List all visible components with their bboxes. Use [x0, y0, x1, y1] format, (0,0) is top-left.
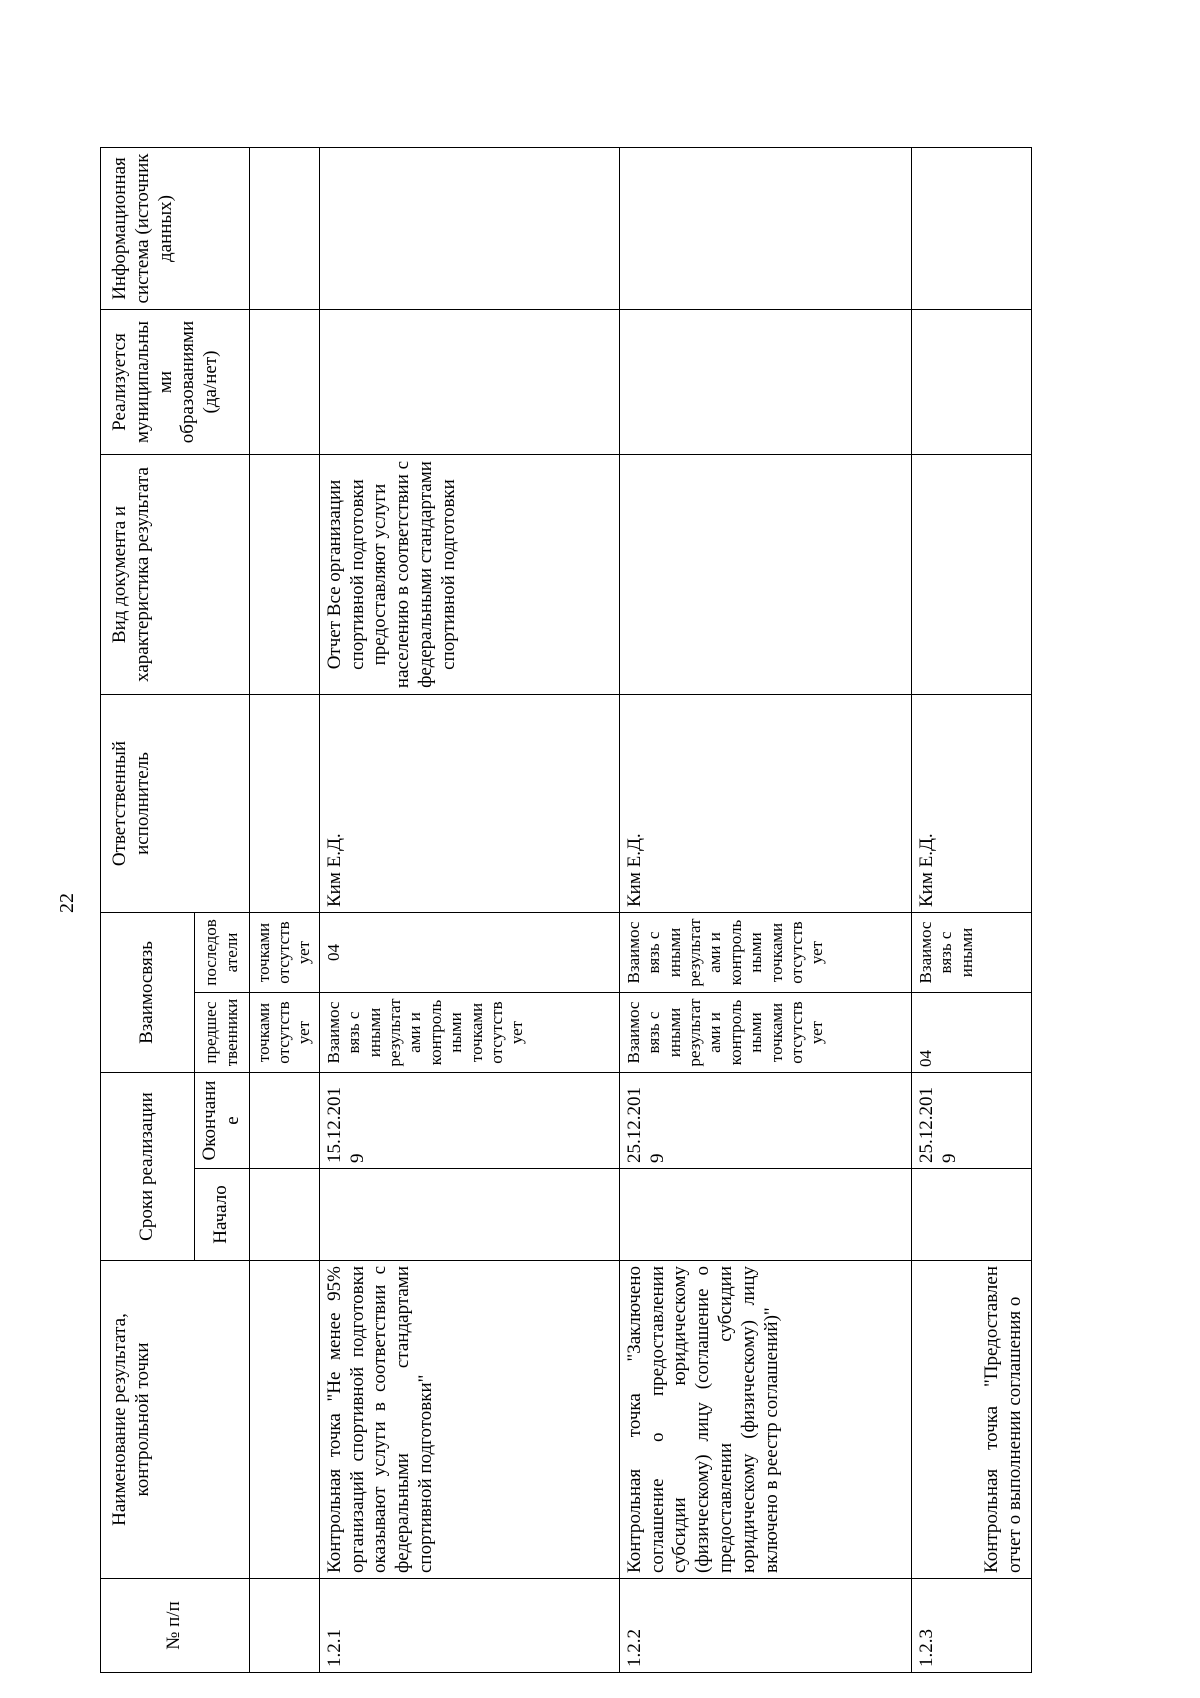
cell-muni	[619, 310, 911, 455]
cell-doc	[619, 455, 911, 695]
cell-pred: 04	[911, 993, 1031, 1073]
cell-doc: Отчет Все организации спортивной подготовки предоставляют услуги населению в соответствии с федеральными стандартами спортивной подготовки	[319, 455, 619, 695]
cell-num: 1.2.3	[911, 1579, 1031, 1673]
cell-end: 25.12.2019	[911, 1073, 1031, 1169]
continued-row	[249, 148, 319, 1673]
header-name: Наименование результата, контрольной точки	[101, 1261, 250, 1579]
cell-pred: Взаимосвязь с иными результатами и контрольными точками отсутствует	[619, 993, 911, 1073]
header-row-1	[101, 148, 195, 1673]
cell-num: 1.2.1	[319, 1579, 619, 1673]
header-resp: Ответственный исполнитель	[101, 695, 250, 913]
cell-start	[619, 1169, 911, 1261]
page-number: 22	[56, 893, 78, 913]
header-link: Взаимосвязь	[101, 913, 195, 1073]
header-start: Начало	[195, 1169, 250, 1261]
header-dates: Сроки реализации	[101, 1073, 195, 1261]
cell-succ: Взаимосвязь с иными	[911, 913, 1031, 993]
table-row	[319, 148, 619, 1673]
cell-pred: точками отсутствует	[249, 993, 319, 1073]
cell-empty	[249, 1169, 319, 1261]
cell-start	[911, 1169, 1031, 1261]
table-row	[911, 148, 1031, 1673]
cell-empty	[249, 1579, 319, 1673]
cell-info	[319, 148, 619, 310]
cell-empty	[249, 1261, 319, 1579]
cell-muni	[911, 310, 1031, 455]
cell-name: Контрольная точка "Предоставлен отчет о выполнении соглашения о	[911, 1261, 1031, 1579]
cell-muni	[319, 310, 619, 455]
cell-succ: 04	[319, 913, 619, 993]
cell-name: Контрольная точка "Заключено соглашение о предоставлении субсидии юридическому (физическому) лицу (соглашение о предоставлении субсидии юридическому (физическому) лицу включено в реестр соглашений)"	[619, 1261, 911, 1579]
cell-succ: Взаимосвязь с иными результатами и контрольными точками отсутствует	[619, 913, 911, 993]
cell-empty	[249, 148, 319, 310]
cell-name: Контрольная точка "Не менее 95% организаций спортивной подготовки оказывают услуги в соответствии с федеральными стандартами спортивной подготовки"	[319, 1261, 619, 1579]
header-muni: Реализуется муниципальными образованиями (да/нет)	[101, 310, 250, 455]
cell-empty	[249, 695, 319, 913]
header-doc: Вид документа и характеристика результата	[101, 455, 250, 695]
cell-resp: Ким Е.Д.	[911, 695, 1031, 913]
cell-resp: Ким Е.Д.	[319, 695, 619, 913]
cell-end: 15.12.2019	[319, 1073, 619, 1169]
cell-empty	[249, 310, 319, 455]
header-succ: последователи	[195, 913, 250, 993]
cell-empty	[249, 455, 319, 695]
cell-end: 25.12.2019	[619, 1073, 911, 1169]
header-info: Информационная система (источник данных)	[101, 148, 250, 310]
cell-info	[619, 148, 911, 310]
header-pred: предшественники	[195, 993, 250, 1073]
cell-info	[911, 148, 1031, 310]
plan-table	[100, 147, 1032, 1673]
header-num: № п/п	[101, 1579, 250, 1673]
cell-num: 1.2.2	[619, 1579, 911, 1673]
rotated-page	[0, 108, 1200, 1698]
cell-start	[319, 1169, 619, 1261]
table-row	[619, 148, 911, 1673]
cell-doc	[911, 455, 1031, 695]
cell-pred: Взаимосвязь с иными результатами и контрольными точками отсутствует	[319, 993, 619, 1073]
cell-succ: точками отсутствует	[249, 913, 319, 993]
cell-empty	[249, 1073, 319, 1169]
header-end: Окончание	[195, 1073, 250, 1169]
cell-resp: Ким Е.Д.	[619, 695, 911, 913]
